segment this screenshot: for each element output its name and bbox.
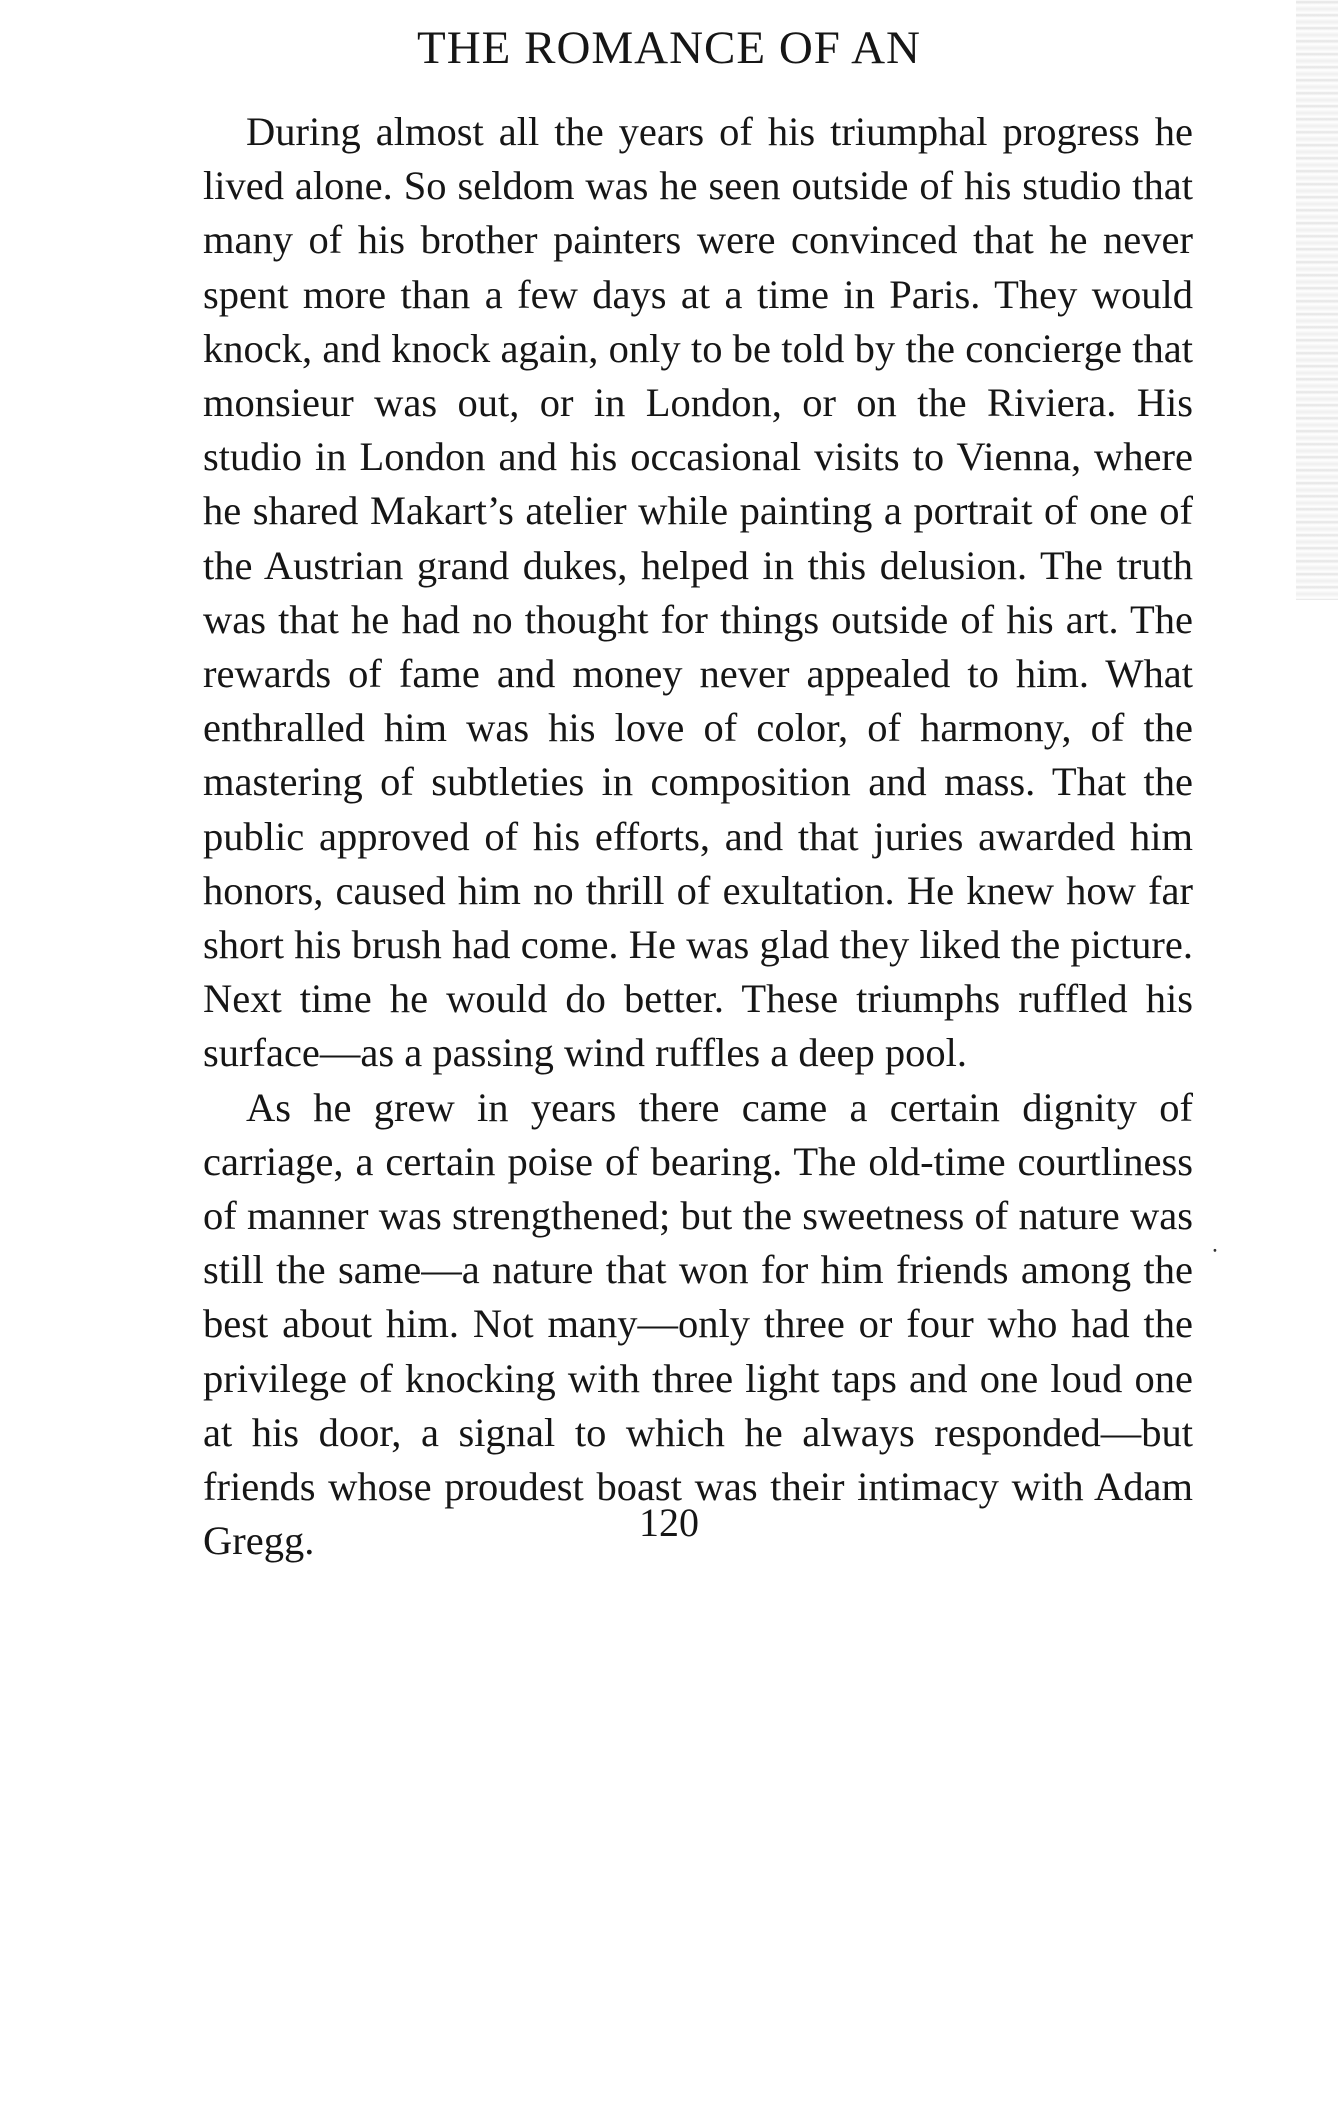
page-number: 120 bbox=[639, 1500, 699, 1545]
margin-mark-icon: ⸱ bbox=[1212, 1238, 1218, 1263]
page-edge-shadow bbox=[1296, 0, 1338, 600]
running-head: THE ROMANCE OF AN bbox=[416, 22, 921, 74]
body-text bbox=[203, 105, 1193, 1568]
paragraph-2: As he grew in years there came a certain dignity of carriage, a certain poise of bearing. The old-time courtliness of manner was strengthened; but the sweetness of nature was still the same—a nature that won for him friends among the best about him. Not many—only three or four who had the privilege of knocking with three light taps and one loud one at his door, a signal to which he always responded—but friends whose proudest boast was their intimacy with Adam Gregg. bbox=[203, 1084, 1193, 1564]
paragraph-1: During almost all the years of his triumphal progress he lived alone. So seldom was he seen outside of his studio that many of his brother painters were convinced that he never spent more than a few days at a time in Paris. They would knock, and knock again, only to be told by the concierge that monsieur was out, or in London, or on the Riviera. His studio in London and his occasional visits to Vienna, where he shared Makart’s atelier while painting a portrait of one of the Austrian grand dukes, helped in this delusion. The truth was that he had no thought for things outside of his art. The rewards of fame and money never appealed to him. What enthralled him was his love of color, of harmony, of the mastering of subtleties in composition and mass. That the public approved of his efforts, and that juries awarded him honors, caused him no thrill of exultation. He knew how far short his brush had come. He was glad they liked the picture. Next time he would do better. These triumphs ruffled his surface—as a passing wind ruffles a deep pool. bbox=[203, 109, 1193, 1076]
